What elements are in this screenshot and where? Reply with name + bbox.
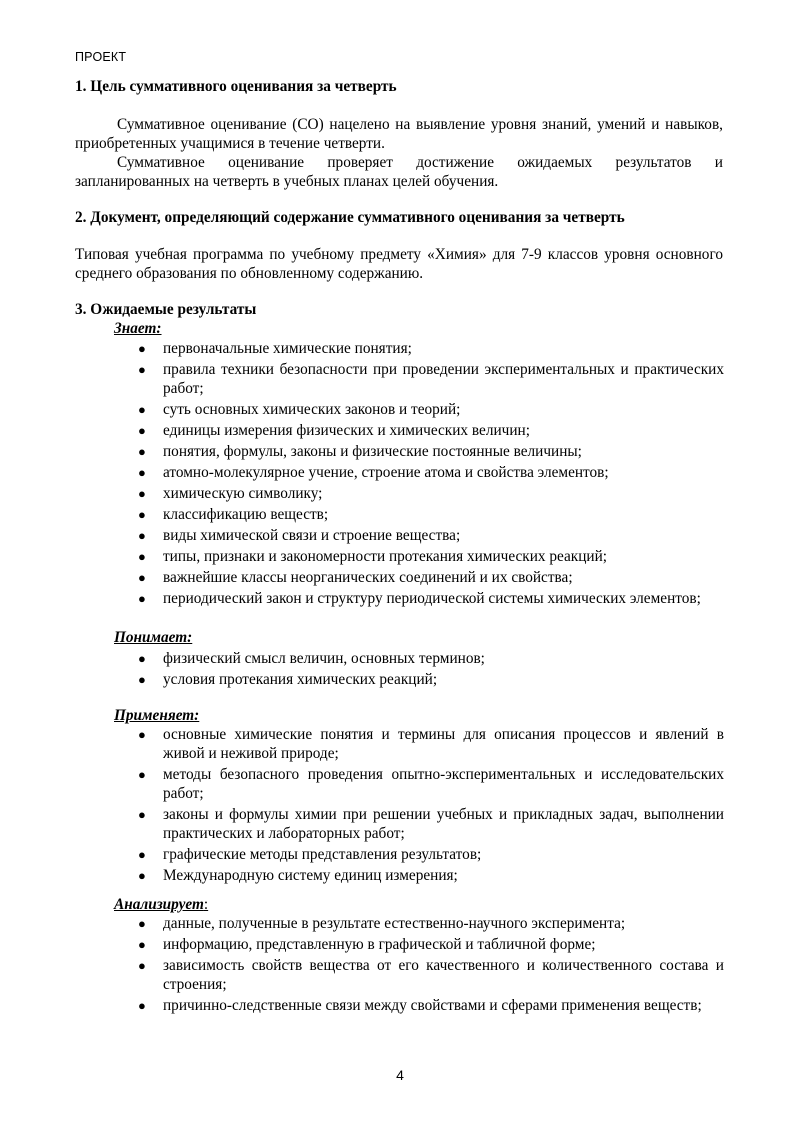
list-item-text: правила техники безопасности при проведении экспериментальных и практических работ; — [163, 361, 724, 397]
list-item — [138, 649, 724, 668]
list-item — [138, 547, 724, 566]
bullet-icon: ● — [138, 958, 146, 973]
list-item-text: данные, полученные в результате естественно-научного эксперимента; — [163, 915, 626, 932]
section-3-heading: 3. Ожидаемые результаты — [75, 301, 257, 318]
list-item-text: зависимость свойств вещества от его качественного и количественного состава и строения; — [163, 957, 724, 993]
bullet-icon: ● — [138, 465, 146, 480]
list-item-text: условия протекания химических реакций; — [163, 671, 438, 688]
list-item — [138, 360, 724, 398]
list-item-text: единицы измерения физических и химических величин; — [163, 422, 530, 439]
applies-list — [138, 725, 724, 887]
list-item — [138, 914, 724, 933]
bullet-icon: ● — [138, 402, 146, 417]
list-item — [138, 765, 724, 803]
list-item-text: законы и формулы химии при решении учебных и прикладных задач, выполнении практических и лабораторных работ; — [163, 806, 724, 842]
section-1-paragraph-1: Суммативное оценивание (СО) нацелено на выявление уровня знаний, умений и навыков, приобретенных учащимися в течение четверти. — [75, 116, 723, 152]
bullet-icon: ● — [138, 549, 146, 564]
list-item — [138, 484, 724, 503]
analyzes-subheading — [114, 895, 208, 914]
list-item — [138, 996, 724, 1015]
bullet-icon: ● — [138, 362, 146, 377]
list-item — [138, 505, 724, 524]
bullet-icon: ● — [138, 727, 146, 742]
bullet-icon: ● — [138, 507, 146, 522]
analyzes-label: Анализирует — [114, 896, 204, 913]
bullet-icon: ● — [138, 916, 146, 931]
list-item — [138, 526, 724, 545]
list-item — [138, 845, 724, 864]
list-item-text: типы, признаки и закономерности протекания химических реакций; — [163, 548, 608, 565]
bullet-icon: ● — [138, 651, 146, 666]
bullet-icon: ● — [138, 341, 146, 356]
knows-subheading: Знает: — [114, 320, 162, 337]
section-2-paragraph: Типовая учебная программа по учебному предмету «Химия» для 7-9 классов уровня основного среднего образования по обновленному содержанию. — [75, 246, 723, 282]
list-item — [138, 568, 724, 587]
list-item-text: классификацию веществ; — [163, 506, 329, 523]
list-item — [138, 421, 724, 440]
list-item-text: основные химические понятия и термины для описания процессов и явлений в живой и неживой природе; — [163, 726, 724, 762]
section-2-heading: 2. Документ, определяющий содержание суммативного оценивания за четверть — [75, 209, 625, 226]
list-item — [138, 589, 724, 608]
analyzes-colon: : — [203, 896, 209, 913]
section-1-heading: 1. Цель суммативного оценивания за четверть — [75, 78, 397, 95]
list-item — [138, 805, 724, 843]
knows-list — [138, 339, 724, 610]
bullet-icon: ● — [138, 672, 146, 687]
understands-subheading: Понимает: — [114, 629, 193, 646]
bullet-icon: ● — [138, 998, 146, 1013]
bullet-icon: ● — [138, 570, 146, 585]
bullet-icon: ● — [138, 423, 146, 438]
list-item-text: виды химической связи и строение вещества; — [163, 527, 461, 544]
list-item — [138, 442, 724, 461]
list-item-text: Международную систему единиц измерения; — [163, 867, 458, 884]
section-1-paragraph-2: Суммативное оценивание проверяет достижение ожидаемых результатов и запланированных на четверть в учебных планах целей обучения. — [75, 154, 723, 190]
list-item — [138, 339, 724, 358]
list-item-text: первоначальные химические понятия; — [163, 340, 412, 357]
understands-list — [138, 649, 724, 691]
bullet-icon: ● — [138, 937, 146, 952]
analyzes-list — [138, 914, 724, 1017]
bullet-icon: ● — [138, 868, 146, 883]
list-item-text: графические методы представления результатов; — [163, 846, 482, 863]
draft-label: ПРОЕКТ — [75, 50, 127, 64]
list-item — [138, 725, 724, 763]
list-item-text: понятия, формулы, законы и физические постоянные величины; — [163, 443, 582, 460]
list-item-text: физический смысл величин, основных терминов; — [163, 650, 485, 667]
bullet-icon: ● — [138, 807, 146, 822]
list-item — [138, 935, 724, 954]
list-item-text: периодический закон и структуру периодической системы химических элементов; — [163, 590, 701, 607]
list-item — [138, 400, 724, 419]
list-item — [138, 463, 724, 482]
list-item-text: важнейшие классы неорганических соединений и их свойства; — [163, 569, 573, 586]
applies-subheading: Применяет: — [114, 707, 200, 724]
list-item-text: суть основных химических законов и теорий; — [163, 401, 461, 418]
list-item-text: химическую символику; — [163, 485, 323, 502]
bullet-icon: ● — [138, 767, 146, 782]
list-item — [138, 670, 724, 689]
list-item-text: атомно-молекулярное учение, строение атома и свойства элементов; — [163, 464, 609, 481]
list-item-text: информацию, представленную в графической и табличной форме; — [163, 936, 596, 953]
list-item-text: методы безопасного проведения опытно-экспериментальных и исследовательских работ; — [163, 766, 724, 802]
list-item — [138, 866, 724, 885]
bullet-icon: ● — [138, 444, 146, 459]
list-item — [138, 956, 724, 994]
bullet-icon: ● — [138, 591, 146, 606]
bullet-icon: ● — [138, 847, 146, 862]
bullet-icon: ● — [138, 486, 146, 501]
page-number: 4 — [396, 1067, 404, 1083]
bullet-icon: ● — [138, 528, 146, 543]
list-item-text: причинно-следственные связи между свойствами и сферами применения веществ; — [163, 997, 702, 1014]
